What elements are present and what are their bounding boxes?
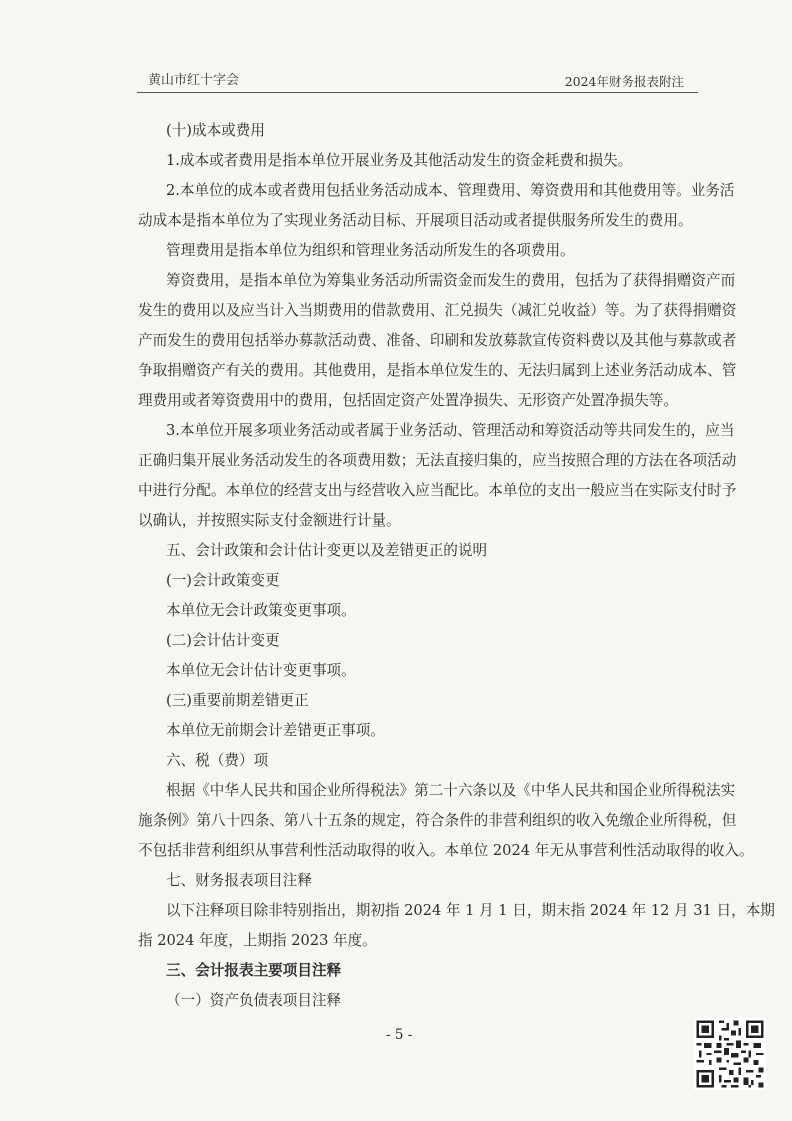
- paragraph: 争取捐赠资产有关的费用。其他费用，是指本单位发生的、无法归属到上述业务活动成本、管: [138, 362, 737, 379]
- subsection-heading: (一)会计政策变更: [166, 572, 280, 589]
- paragraph: 本单位无会计估计变更事项。: [166, 662, 356, 679]
- paragraph: 3.本单位开展多项业务活动或者属于业务活动、管理活动和筹资活动等共同发生的，应当: [166, 422, 735, 439]
- paragraph: 施条例》第八十四条、第八十五条的规定，符合条件的非营利组织的收入免缴企业所得税，但: [138, 812, 737, 829]
- paragraph: 不包括非营利组织从事营利性活动取得的收入。本单位 2024 年无从事营利性活动取得的收入。: [138, 842, 754, 859]
- paragraph: 发生的费用以及应当计入当期费用的借款费用、汇兑损失（减汇兑收益）等。为了获得捐赠资: [138, 302, 737, 319]
- paragraph: 根据《中华人民共和国企业所得税法》第二十六条以及《中华人民共和国企业所得税法实: [166, 782, 736, 799]
- paragraph: 中进行分配。本单位的经营支出与经营收入应当配比。本单位的支出一般应当在实际支付时予: [138, 482, 737, 499]
- paragraph: 动成本是指本单位为了实现业务活动目标、开展项目活动或者提供服务所发生的费用。: [138, 212, 693, 229]
- paragraph: 指 2024 年度，上期指 2023 年度。: [138, 932, 377, 949]
- paragraph: 2.本单位的成本或者费用包括业务活动成本、管理费用、筹资费用和其他费用等。业务活: [166, 182, 735, 199]
- paragraph: 正确归集开展业务活动发生的各项费用数；无法直接归集的，应当按照合理的方法在各项活动: [138, 452, 737, 469]
- page-number: - 5 -: [386, 1027, 413, 1043]
- header-divider: [137, 92, 698, 93]
- qr-code-icon: [694, 1018, 766, 1090]
- section-heading-policy-changes: 五、会计政策和会计估计变更以及差错更正的说明: [166, 542, 488, 559]
- subsection-heading: (二)会计估计变更: [166, 632, 280, 649]
- section-heading-tax: 六、税（费）项: [166, 752, 269, 769]
- paragraph: 管理费用是指本单位为组织和管理业务活动所发生的各项费用。: [166, 242, 575, 259]
- header-org: 黄山市红十字会: [148, 73, 240, 88]
- section-heading-costs: (十)成本或费用: [166, 122, 265, 139]
- paragraph: 筹资费用，是指本单位为筹集业务活动所需资金而发生的费用，包括为了获得捐赠资产而: [166, 272, 736, 289]
- paragraph: 以确认，并按照实际支付金额进行计量。: [138, 512, 401, 529]
- paragraph: 本单位无会计政策变更事项。: [166, 602, 356, 619]
- paragraph: 产而发生的费用包括举办募款活动费、准备、印刷和发放募款宣传资料费以及其他与募款或者: [138, 332, 737, 349]
- paragraph: 1.成本或者费用是指本单位开展业务及其他活动发生的资金耗费和损失。: [166, 152, 633, 169]
- section-heading-main-items: 三、会计报表主要项目注释: [166, 962, 342, 979]
- paragraph: 本单位无前期会计差错更正事项。: [166, 722, 385, 739]
- section-heading-notes: 七、财务报表项目注释: [166, 872, 312, 889]
- header-doc-title: 2024年财务报表附注: [564, 74, 684, 89]
- subsection-heading: （一）资产负债表项目注释: [166, 992, 342, 1009]
- paragraph: 以下注释项目除非特别指出，期初指 2024 年 1 月 1 日，期末指 2024 年 12 月 31 日，本期: [166, 902, 775, 919]
- paragraph: 理费用或者筹资费用中的费用，包括固定资产处置净损失、无形资产处置净损失等。: [138, 392, 678, 409]
- subsection-heading: (三)重要前期差错更正: [166, 692, 309, 709]
